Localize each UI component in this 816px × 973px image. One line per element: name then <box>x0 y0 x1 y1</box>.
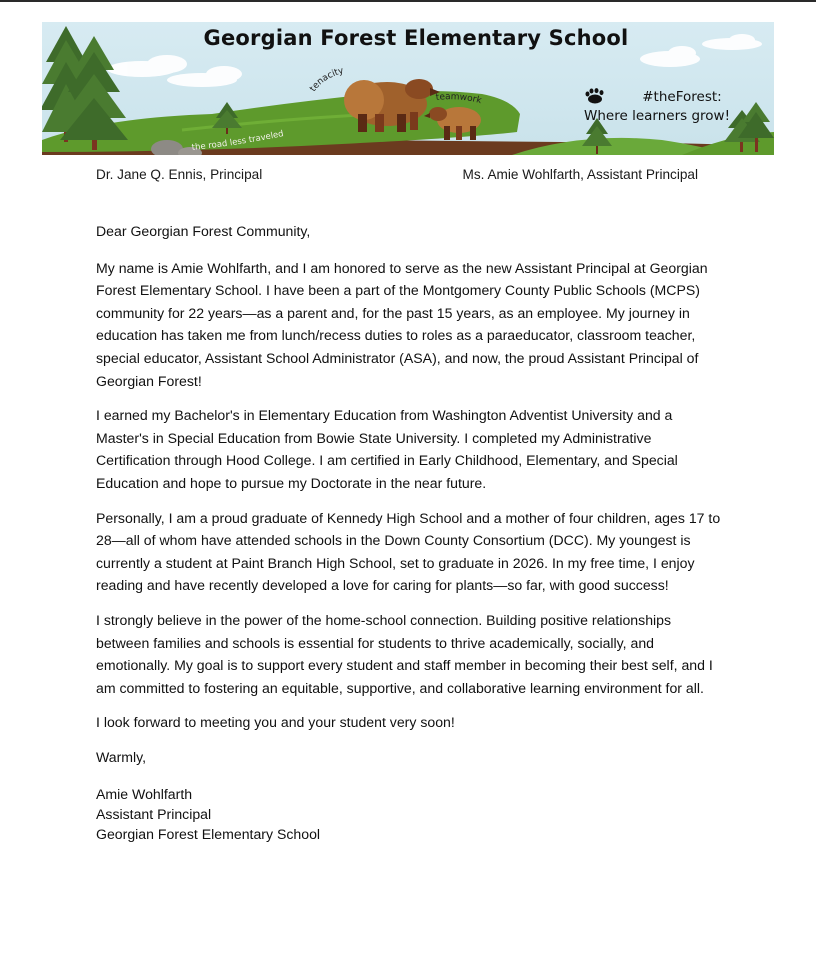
tagline-text: Where learners grow! <box>584 108 730 124</box>
paragraph-philosophy: I strongly believe in the power of the home-school connection. Building positive relationships between families and schools is essential for students to thrive academically, socially, and emotionally. My goal is to support every student and staff member in becoming their best self, and I am committed to fostering an equitable, supportive, and collaborative learning environment for all. <box>96 611 713 696</box>
tenacity-label: tenacity <box>308 66 345 94</box>
top-border <box>0 0 816 2</box>
assistant-principal-name: Ms. Amie Wohlfarth, Assistant Principal <box>462 167 698 182</box>
paragraph-closing-line: I look forward to meeting you and your student very soon! <box>96 714 455 731</box>
signature-title: Assistant Principal <box>96 806 212 823</box>
principal-name: Dr. Jane Q. Ennis, Principal <box>96 167 263 182</box>
school-name-title: Georgian Forest Elementary School <box>203 26 629 50</box>
paragraph-personal: Personally, I am a proud graduate of Kennedy High School and a mother of four children, ages 17 to 28—all of whom have attended schools in the Down County Consortium (DCC). My youngest is currently a student at Paint Branch High School, set to graduate in 2026. In my free time, I enjoy reading and have recently developed a love for caring for plants—so far, with good success! <box>96 509 721 594</box>
letter-body <box>96 220 721 844</box>
salutation: Dear Georgian Forest Community, <box>96 223 311 239</box>
paragraph-introduction: My name is Amie Wohlfarth, and I am honored to serve as the new Assistant Principal at Georgian Forest Elementary School. I have been a part of the Montgomery County Public Schools (MCPS) community for 22 years—as a parent and, for the past 15 years, as an employee. My journey in education has taken me from lunch/recess duties to roles as a paraeducator, classroom teacher, special educator, Assistant School Administrator (ASA), and now, the proud Assistant Principal of Georgian Forest! <box>96 259 708 389</box>
closing: Warmly, <box>96 748 147 765</box>
paragraph-education: I earned my Bachelor's in Elementary Education from Washington Adventist University and a Master's in Special Education from Bowie State University. I completed my Administrative Certification through Hood College. I am certified in Early Childhood, Elementary, and Special Education and hope to pursue my Doctorate in the near future. <box>96 407 678 491</box>
signature-school: Georgian Forest Elementary School <box>96 826 321 843</box>
road-label: the road less traveled <box>191 129 285 153</box>
signature-name: Amie Wohlfarth <box>96 786 193 803</box>
svg-text:tenacity <box>308 66 345 94</box>
signature-block <box>96 784 721 844</box>
banner-tagline <box>584 88 730 126</box>
hashtag-text: #theForest: <box>642 89 722 105</box>
teamwork-label: teamwork <box>435 92 483 107</box>
school-banner <box>42 22 774 155</box>
